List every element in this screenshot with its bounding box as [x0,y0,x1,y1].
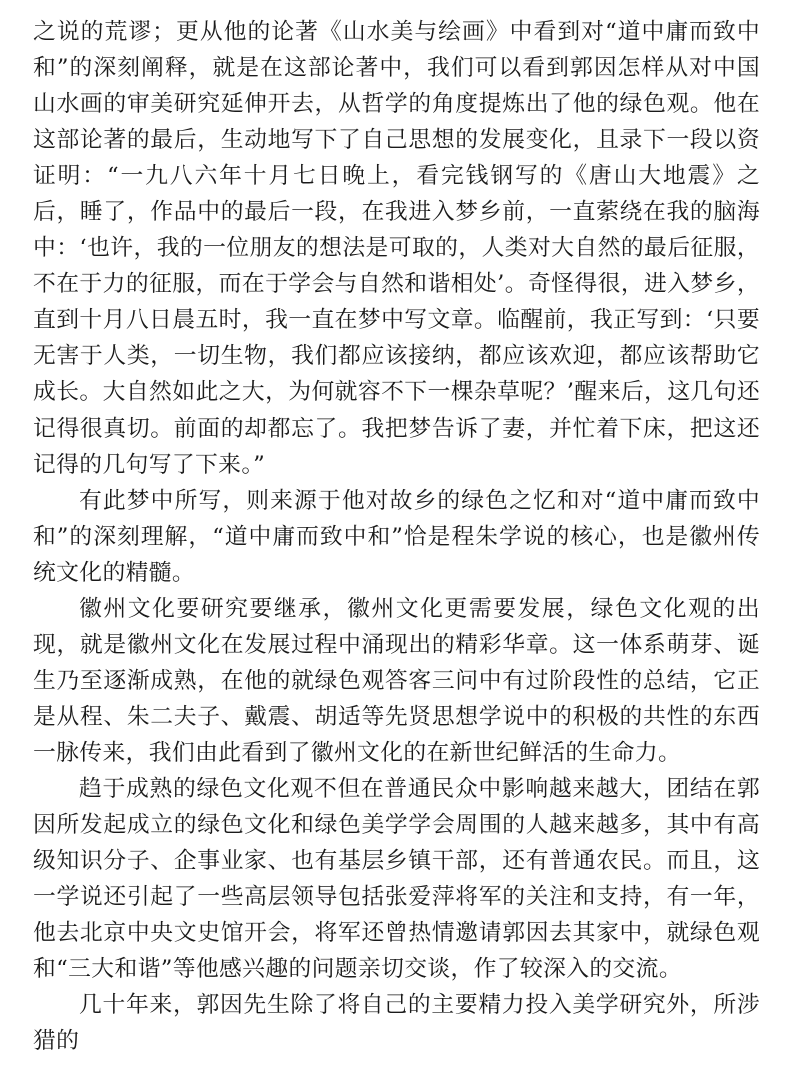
document-page [33,14,760,1059]
paragraph-4: 趋于成熟的绿色文化观不但在普通民众中影响越来越大，团结在郭因所发起成立的绿色文化和绿色美学学会周围的人越来越多，其中有高级知识分子、企事业家、也有基层乡镇干部，还有普通农民。而且，这一学说还引起了一些高层领导包括张爱萍将军的关注和支持，有一年，他去北京中央文史馆开会，将军还曾热情邀请郭因去其家中，就绿色观和“三大和谐”等他感兴趣的问题亲切交谈，作了较深入的交流。 [33,775,760,983]
paragraph-3: 徽州文化要研究要继承，徽州文化更需要发展，绿色文化观的出现，就是徽州文化在发展过程中涌现出的精彩华章。这一体系萌芽、诞生乃至逐渐成熟，在他的就绿色观答客三问中有过阶段性的总结，它正是从程、朱二夫子、戴震、胡适等先贤思想学说中的积极的共性的东西一脉传来，我们由此看到了徽州文化的在新世纪鲜活的生命力。 [33,595,760,766]
paragraph-5: 几十年来，郭因先生除了将自己的主要精力投入美学研究外，所涉猎的 [33,992,760,1055]
paragraph-2: 有此梦中所写，则来源于他对故乡的绿色之忆和对“道中庸而致中和”的深刻理解，“道中庸而致中和”恰是程朱学说的核心，也是徽州传统文化的精髓。 [33,487,760,586]
paragraph-1: 之说的荒谬；更从他的论著《山水美与绘画》中看到对“道中庸而致中和”的深刻阐释，就是在这部论著中，我们可以看到郭因怎样从对中国山水画的审美研究延伸开去，从哲学的角度提炼出了他的绿色观。他在这部论著的最后，生动地写下了自己思想的发展变化，且录下一段以资证明：“一九八六年十月七日晚上，看完钱钢写的《唐山大地震》之后，睡了，作品中的最后一段，在我进入梦乡前，一直萦绕在我的脑海中：‘也许，我的一位朋友的想法是可取的，人类对大自然的最后征服，不在于力的征服，而在于学会与自然和谐相处’。奇怪得很，进入梦乡，直到十月八日晨五时，我一直在梦中写文章。临醒前，我正写到：‘只要无害于人类，一切生物，我们都应该接纳，都应该欢迎，都应该帮助它成长。大自然如此之大，为何就容不下一棵杂草呢？’醒来后，这几句还记得很真切。前面的却都忘了。我把梦告诉了妻，并忙着下床，把这还记得的几句写了下来。” [33,19,760,478]
